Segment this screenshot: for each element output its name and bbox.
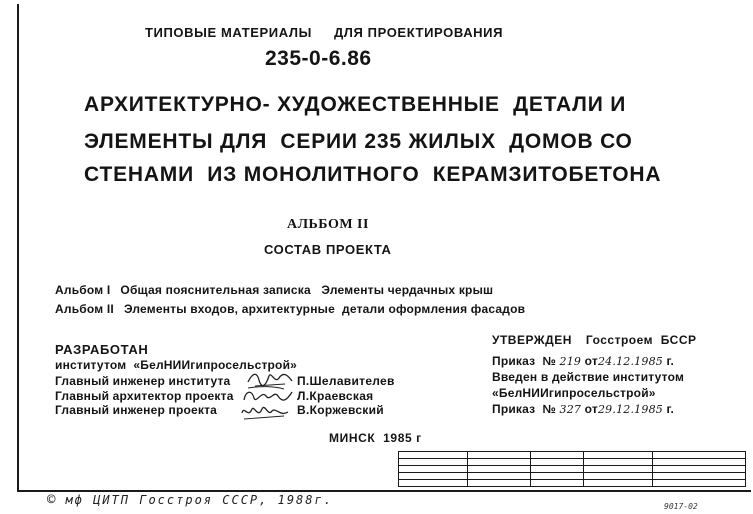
contents-line-album-2 [55, 302, 525, 316]
stamp-cell [584, 473, 653, 480]
city-year: МИНСК 1985 г [329, 431, 422, 445]
series-label-right: ДЛЯ ПРОЕКТИРОВАНИЯ [333, 25, 504, 40]
order-number: 219 [559, 355, 582, 368]
contents-description: Элементы входов, архитектурные детали оформления фасадов [123, 302, 526, 316]
stamp-cell [399, 459, 468, 466]
series-label-left: ТИПОВЫЕ МАТЕРИАЛЫ [145, 25, 312, 40]
stamp-cell [531, 473, 584, 480]
stamp-cell [468, 473, 531, 480]
title-line-3: СТЕНАМИ ИЗ МОНОЛИТНОГО КЕРАМЗИТОБЕТОНА [84, 163, 662, 186]
stamp-cell [531, 459, 584, 466]
order-suffix: г. [666, 354, 675, 368]
stamp-cell [584, 459, 653, 466]
title-line-2: ЭЛЕМЕНТЫ ДЛЯ СЕРИИ 235 ЖИЛЫХ ДОМОВ СО [84, 130, 633, 153]
title-line-1: АРХИТЕКТУРНО- ХУДОЖЕСТВЕННЫЕ ДЕТАЛИ И [84, 93, 627, 116]
document-number: 235-0-6.86 [265, 47, 372, 70]
stamp-cell [584, 452, 653, 459]
role-chief-engineer-project: Главный инженер проекта [55, 403, 218, 417]
introduced-line-2: «БелНИИгипросельстрой» [492, 386, 656, 400]
stamp-cell [531, 452, 584, 459]
introduced-line-1: Введен в действие институтом [492, 370, 685, 384]
stamp-cell [653, 473, 746, 480]
approved-heading [492, 333, 697, 347]
title-block-stamp [398, 451, 746, 487]
copyright-text: мф ЦИТП Госстроя СССР, 1988г. [65, 493, 333, 507]
copyright-symbol-icon: © [47, 492, 58, 508]
developed-heading: РАЗРАБОТАН [55, 342, 149, 357]
album-number: АЛЬБОМ II [287, 217, 369, 232]
stamp-cell [399, 466, 468, 473]
series-label [145, 25, 503, 40]
stamp-cell [468, 480, 531, 487]
stamp-cell [653, 452, 746, 459]
stamp-cell [399, 452, 468, 459]
name-shelavitelev: П.Шелавителев [297, 374, 395, 388]
order-prefix: Приказ № [492, 354, 556, 368]
stamp-cell [399, 473, 468, 480]
stamp-cell [468, 466, 531, 473]
stamp-cell [653, 480, 746, 487]
order-date: 24.12.1985 [597, 355, 663, 368]
order-suffix: г. [666, 402, 675, 416]
role-chief-architect: Главный архитектор проекта [55, 389, 234, 403]
stamp-cell [653, 466, 746, 473]
copyright-line [47, 492, 333, 508]
contents-album-label: Альбом I [55, 283, 111, 297]
stamp-cell [653, 459, 746, 466]
order-1 [492, 354, 674, 368]
stamp-cell [399, 480, 468, 487]
project-composition-heading: СОСТАВ ПРОЕКТА [264, 242, 392, 257]
order-from: от [584, 354, 598, 368]
order-number: 327 [559, 403, 582, 416]
order-date: 29.12.1985 [597, 403, 663, 416]
order-prefix: Приказ № [492, 402, 556, 416]
role-chief-engineer-institute: Главный инженер института [55, 374, 231, 388]
stamp-cell [531, 480, 584, 487]
developer-institute: институтом «БелНИИгипросельстрой» [55, 358, 298, 372]
approving-organization: Госстроем БССР [585, 333, 697, 347]
stamp-cell [468, 452, 531, 459]
contents-description: Общая пояснительная записка Элементы чердачных крыш [120, 283, 494, 297]
stamp-cell [584, 480, 653, 487]
name-kraevskaya: Л.Краевская [297, 389, 374, 403]
name-korzhevsky: В.Коржевский [297, 403, 384, 417]
sheet-code: 9017-02 [664, 502, 698, 511]
stamp-cell [531, 466, 584, 473]
signature-3 [238, 401, 293, 423]
stamp-cell [584, 466, 653, 473]
stamp-cell [468, 459, 531, 466]
approved-label: УТВЕРЖДЕН [492, 333, 572, 347]
order-from: от [584, 402, 598, 416]
contents-album-label: Альбом II [55, 302, 114, 316]
contents-line-album-1 [55, 283, 493, 297]
order-2 [492, 402, 674, 416]
